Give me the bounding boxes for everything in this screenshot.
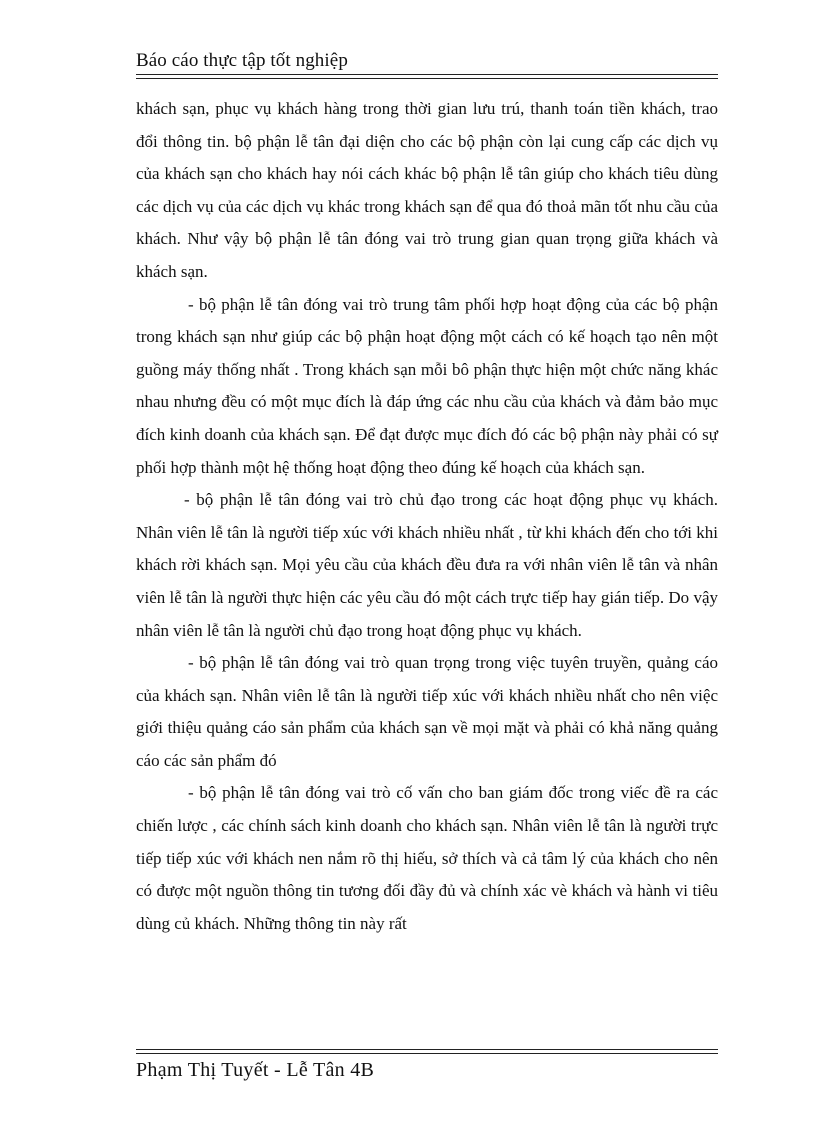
document-title: Báo cáo thực tập tốt nghiệp	[136, 50, 348, 71]
header-rule	[136, 74, 718, 79]
page-footer	[136, 1047, 718, 1082]
paragraph-continuation: khách sạn, phục vụ khách hàng trong thời gian lưu trú, thanh toán tiền khách, trao đổi thông tin. bộ phận lễ tân đại diện cho các bộ phận còn lại cung cấp các dịch vụ của khách sạn cho khách hay nói cách khác bộ phận lễ tân giúp cho khách tiêu dùng các dịch vụ của các dịch vụ khác trong khách sạn để qua đó thoả mãn tốt nhu cầu của khách. Như vậy bộ phận lễ tân đóng vai trò trung gian quan trọng giữa khách và khách sạn.	[136, 99, 718, 281]
document-body	[136, 93, 718, 940]
paragraph-advisory-role: - bộ phận lễ tân đóng vai trò cố vấn cho ban giám đốc trong viếc đề ra các chiến lược , các chính sách kinh doanh cho khách sạn. Nhân viên lễ tân là người trực tiếp tiếp xúc với khách nen nắm rõ thị hiếu, sở thích và cả tâm lý của khách cho nên có được một nguồn thông tin tương đối đầy đủ và chính xác vè khách và hành vi tiêu dùng củ khách. Những thông tin này rất	[136, 783, 718, 933]
footer-author: Phạm Thị Tuyết - Lễ Tân 4B	[136, 1059, 375, 1081]
footer-rule	[136, 1049, 718, 1054]
paragraph-advertising-role: - bộ phận lễ tân đóng vai trò quan trọng trong việc tuyên truyền, quảng cáo của khách sạn. Nhân viên lễ tân là người tiếp xúc với khách nhiều nhất cho nên việc giới thiệu quảng cáo sản phẩm của khách sạn về mọi mặt và phải có khả năng quảng cáo các sản phẩm đó	[136, 653, 718, 770]
paragraph-coordination-role: - bộ phận lễ tân đóng vai trò trung tâm phối hợp hoạt động của các bộ phận trong khách sạn như giúp các bộ phận hoạt động một cách có kế hoạch tạo nên một guồng máy thống nhất . Trong khách sạn mỗi bô phận thực hiện một chức năng khác nhau nhưng đều có một mục đích là đáp ứng các nhu cầu của khách và đảm bảo mục đích kinh doanh của khách sạn. Để đạt được mục đích đó các bộ phận này phải có sự phối hợp thành một hệ thống hoạt động theo đúng kế hoạch của khách sạn.	[136, 294, 718, 477]
page-header	[136, 50, 718, 79]
paragraph-leading-role: - bộ phận lễ tân đóng vai trò chủ đạo trong các hoạt động phục vụ khách. Nhân viên lễ tân là người tiếp xúc với khách nhiều nhất , từ khi khách đến cho tới khi khách rời khách sạn. Mọi yêu cầu của khách đều đưa ra với nhân viên lễ tân và nhân viên lễ tân là người thực hiện các yêu cầu đó một cách trực tiếp hay gián tiếp. Do vậy nhân viên lễ tân là người chủ đạo trong hoạt động phục vụ khách.	[136, 490, 718, 640]
